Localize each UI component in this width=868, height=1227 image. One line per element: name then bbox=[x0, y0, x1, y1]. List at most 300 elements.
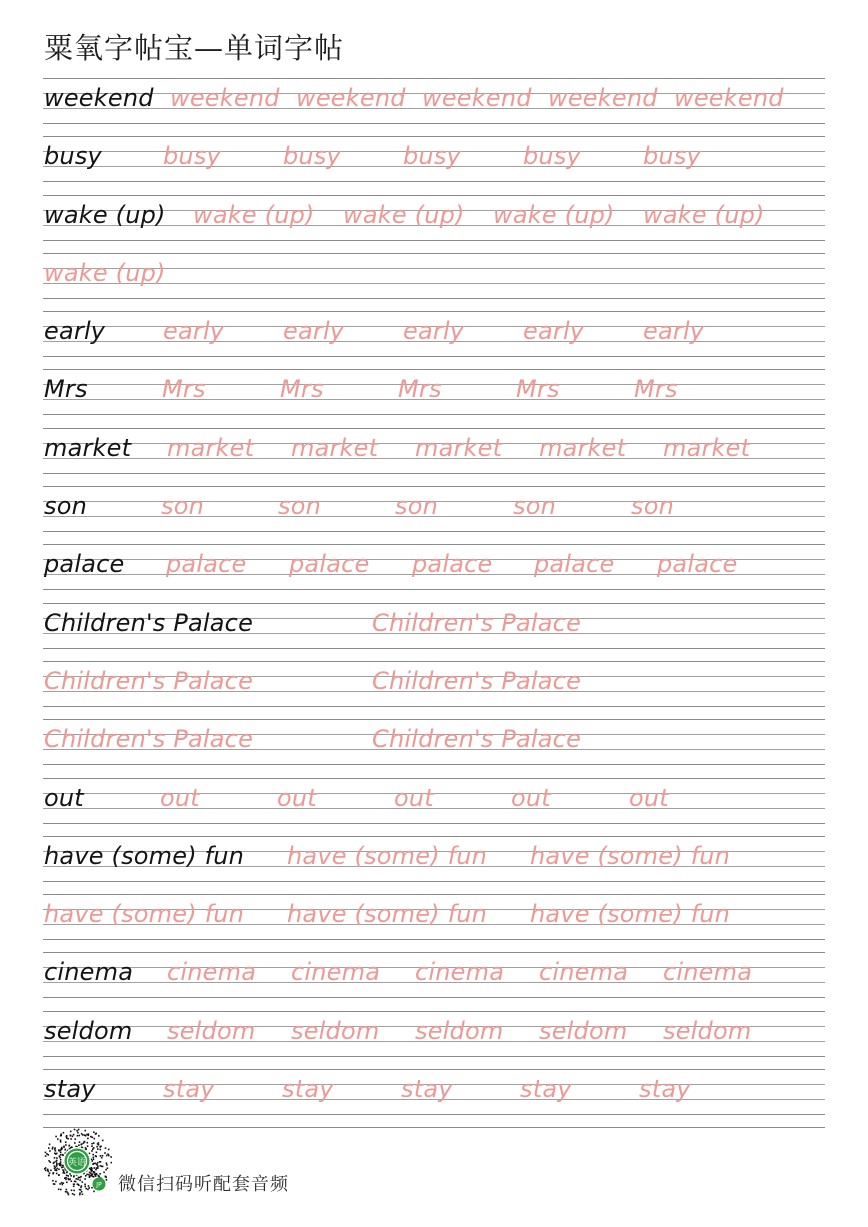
qr-module bbox=[96, 1167, 98, 1169]
ruling-line bbox=[43, 181, 825, 182]
practice-row bbox=[43, 369, 825, 427]
qr-module bbox=[99, 1173, 101, 1175]
trace-word: market bbox=[539, 433, 627, 462]
qr-module bbox=[66, 1189, 68, 1191]
qr-module bbox=[70, 1175, 72, 1177]
qr-module bbox=[60, 1140, 62, 1142]
qr-module bbox=[101, 1166, 103, 1168]
qr-module bbox=[60, 1133, 62, 1135]
qr-module bbox=[59, 1157, 61, 1159]
qr-module bbox=[107, 1167, 109, 1169]
qr-module bbox=[45, 1152, 47, 1154]
qr-module bbox=[79, 1189, 81, 1191]
trace-word: weekend bbox=[170, 84, 280, 112]
qr-module bbox=[68, 1194, 70, 1196]
ruling-line bbox=[43, 764, 825, 765]
qr-module bbox=[97, 1162, 99, 1164]
trace-word: early bbox=[283, 317, 345, 346]
qr-module bbox=[80, 1187, 82, 1189]
ruling-line bbox=[43, 997, 825, 998]
qr-module bbox=[78, 1129, 80, 1131]
trace-word: have (some) fun bbox=[44, 900, 245, 929]
qr-module bbox=[56, 1157, 58, 1159]
ruling-line bbox=[43, 823, 825, 824]
trace-word: wake (up) bbox=[193, 200, 315, 229]
qr-module bbox=[87, 1142, 89, 1144]
footer-caption: 微信扫码听配套音频 bbox=[118, 1174, 289, 1195]
qr-module bbox=[70, 1131, 72, 1133]
qr-module bbox=[96, 1174, 98, 1176]
qr-module bbox=[57, 1138, 59, 1140]
ruling-line bbox=[43, 253, 825, 254]
qr-module bbox=[85, 1188, 87, 1190]
trace-word: early bbox=[403, 317, 465, 346]
qr-module bbox=[76, 1178, 78, 1180]
qr-module bbox=[91, 1150, 93, 1152]
qr-module bbox=[92, 1148, 94, 1150]
qr-module bbox=[81, 1143, 83, 1145]
trace-word: Children's Palace bbox=[44, 666, 254, 695]
trace-word: market bbox=[167, 433, 255, 462]
qr-badge-text: 英语 bbox=[67, 1158, 87, 1168]
qr-module bbox=[55, 1153, 57, 1155]
qr-module bbox=[88, 1174, 90, 1176]
ruling-line bbox=[43, 719, 825, 720]
qr-module bbox=[60, 1141, 62, 1143]
qr-module bbox=[64, 1177, 66, 1179]
trace-word: son bbox=[278, 492, 321, 521]
trace-word: out bbox=[160, 783, 200, 812]
trace-word: market bbox=[415, 433, 503, 462]
qr-module bbox=[45, 1155, 47, 1157]
trace-word: busy bbox=[163, 142, 221, 171]
trace-word: son bbox=[513, 492, 556, 521]
qr-module bbox=[103, 1172, 105, 1174]
qr-module bbox=[78, 1177, 80, 1179]
model-word: wake (up) bbox=[44, 200, 166, 229]
model-word: weekend bbox=[44, 84, 154, 112]
qr-module bbox=[52, 1180, 54, 1182]
practice-row bbox=[43, 195, 825, 253]
qr-module bbox=[65, 1141, 67, 1143]
qr-module bbox=[108, 1155, 110, 1157]
model-word: son bbox=[44, 492, 87, 521]
footer bbox=[42, 1126, 442, 1198]
qr-module bbox=[96, 1164, 98, 1166]
qr-module bbox=[49, 1150, 51, 1152]
qr-module bbox=[58, 1174, 60, 1176]
ruling-line bbox=[43, 952, 825, 953]
qr-module bbox=[106, 1164, 108, 1166]
qr-module bbox=[62, 1155, 64, 1157]
qr-module bbox=[75, 1138, 77, 1140]
practice-row bbox=[43, 719, 825, 777]
ruling-line bbox=[43, 881, 825, 882]
qr-module bbox=[77, 1135, 79, 1137]
trace-word: stay bbox=[163, 1075, 215, 1104]
qr-module bbox=[83, 1142, 85, 1144]
qr-module bbox=[92, 1154, 94, 1156]
qr-module bbox=[54, 1157, 56, 1159]
practice-row bbox=[43, 661, 825, 719]
trace-word: Mrs bbox=[634, 375, 678, 404]
qr-module bbox=[65, 1144, 67, 1146]
practice-row bbox=[43, 1069, 825, 1127]
ruling-line bbox=[43, 414, 825, 415]
qr-module bbox=[73, 1134, 75, 1136]
trace-word: cinema bbox=[539, 958, 629, 987]
qr-module bbox=[73, 1190, 75, 1192]
qr-module bbox=[95, 1169, 97, 1171]
ruling-line bbox=[43, 1056, 825, 1057]
qr-module bbox=[80, 1176, 82, 1178]
qr-module bbox=[88, 1187, 90, 1189]
qr-module bbox=[66, 1175, 68, 1177]
trace-word: seldom bbox=[539, 1016, 628, 1045]
trace-word: weekend bbox=[422, 84, 532, 112]
qr-module bbox=[59, 1155, 61, 1157]
qr-module bbox=[97, 1143, 99, 1145]
qr-module bbox=[90, 1136, 92, 1138]
qr-module bbox=[79, 1192, 81, 1194]
qr-module bbox=[49, 1144, 51, 1146]
qr-module bbox=[55, 1136, 57, 1138]
qr-module bbox=[67, 1178, 69, 1180]
trace-word: son bbox=[631, 492, 674, 521]
qr-module bbox=[85, 1135, 87, 1137]
qr-module bbox=[54, 1149, 56, 1151]
ruling-line bbox=[43, 428, 825, 429]
trace-word: seldom bbox=[167, 1016, 256, 1045]
qr-module bbox=[67, 1192, 69, 1194]
qr-module bbox=[77, 1132, 79, 1134]
qr-module bbox=[66, 1136, 68, 1138]
ruling-line bbox=[43, 311, 825, 312]
qr-module bbox=[60, 1135, 62, 1137]
qr-module bbox=[95, 1155, 97, 1157]
trace-word: Children's Palace bbox=[372, 725, 582, 754]
practice-row bbox=[43, 253, 825, 311]
qr-module bbox=[71, 1180, 73, 1182]
qr-module bbox=[89, 1175, 91, 1177]
trace-word: wake (up) bbox=[343, 200, 465, 229]
trace-word: out bbox=[277, 783, 317, 812]
ruling-line bbox=[43, 1069, 825, 1070]
qr-module bbox=[56, 1160, 58, 1162]
qr-module bbox=[87, 1189, 89, 1191]
qr-module bbox=[56, 1165, 58, 1167]
practice-row bbox=[43, 78, 825, 136]
qr-module bbox=[84, 1178, 86, 1180]
qr-module bbox=[85, 1130, 87, 1132]
ruling-line bbox=[43, 706, 825, 707]
qr-module bbox=[56, 1170, 58, 1172]
ruling-line bbox=[43, 661, 825, 662]
qr-module bbox=[95, 1133, 97, 1135]
qr-module bbox=[48, 1175, 50, 1177]
qr-module bbox=[70, 1135, 72, 1137]
qr-module bbox=[93, 1172, 95, 1174]
trace-word: busy bbox=[403, 142, 461, 171]
qr-module bbox=[81, 1185, 83, 1187]
ruling-line bbox=[43, 544, 825, 545]
qr-module bbox=[92, 1137, 94, 1139]
qr-module bbox=[77, 1184, 79, 1186]
trace-word: Children's Palace bbox=[372, 666, 582, 695]
qr-module bbox=[75, 1146, 77, 1148]
qr-module bbox=[91, 1174, 93, 1176]
ruling-line bbox=[43, 589, 825, 590]
qr-module bbox=[106, 1163, 108, 1165]
trace-word: palace bbox=[657, 550, 738, 579]
qr-module bbox=[100, 1149, 102, 1151]
qr-module bbox=[86, 1134, 88, 1136]
qr-module bbox=[60, 1154, 62, 1156]
trace-word: cinema bbox=[291, 958, 381, 987]
ruling-line bbox=[43, 778, 825, 779]
model-word: market bbox=[44, 433, 132, 462]
qr-module bbox=[46, 1153, 48, 1155]
qr-module bbox=[86, 1174, 88, 1176]
qr-module bbox=[97, 1148, 99, 1150]
qr-module bbox=[74, 1181, 76, 1183]
ruling-line bbox=[43, 78, 825, 79]
qr-module bbox=[84, 1184, 86, 1186]
qr-module bbox=[93, 1163, 95, 1165]
qr-module bbox=[60, 1152, 62, 1154]
qr-module bbox=[108, 1149, 110, 1151]
practice-row bbox=[43, 952, 825, 1010]
qr-module bbox=[99, 1161, 101, 1163]
qr-module bbox=[79, 1141, 81, 1143]
model-word: Children's Palace bbox=[44, 608, 254, 637]
qr-module bbox=[48, 1154, 50, 1156]
qr-module bbox=[54, 1183, 56, 1185]
trace-word: weekend bbox=[674, 84, 784, 112]
practice-row bbox=[43, 836, 825, 894]
qr-module bbox=[63, 1146, 65, 1148]
ruling-line bbox=[43, 136, 825, 137]
qr-module bbox=[92, 1160, 94, 1162]
qr-module bbox=[89, 1172, 91, 1174]
trace-word: palace bbox=[289, 550, 370, 579]
page-title: 粟氧字帖宝—单词字帖 bbox=[44, 31, 345, 65]
qr-module bbox=[50, 1170, 52, 1172]
qr-module bbox=[79, 1135, 81, 1137]
practice-row bbox=[43, 428, 825, 486]
qr-module bbox=[93, 1131, 95, 1133]
qr-module bbox=[64, 1149, 66, 1151]
qr-module bbox=[66, 1182, 68, 1184]
qr-module bbox=[110, 1156, 112, 1158]
model-word: busy bbox=[44, 142, 102, 171]
trace-word: stay bbox=[520, 1075, 572, 1104]
qr-module bbox=[62, 1184, 64, 1186]
practice-row bbox=[43, 311, 825, 369]
qr-module bbox=[82, 1181, 84, 1183]
qr-module bbox=[73, 1186, 75, 1188]
qr-module bbox=[55, 1150, 57, 1152]
qr-module bbox=[53, 1162, 55, 1164]
qr-module bbox=[94, 1138, 96, 1140]
qr-module bbox=[47, 1169, 49, 1171]
practice-row bbox=[43, 1011, 825, 1069]
qr-module bbox=[87, 1138, 89, 1140]
trace-word: son bbox=[395, 492, 438, 521]
model-word: palace bbox=[44, 550, 125, 579]
ruling-line bbox=[43, 195, 825, 196]
trace-word: Children's Palace bbox=[372, 608, 582, 637]
qr-module bbox=[88, 1185, 90, 1187]
trace-word: out bbox=[629, 783, 669, 812]
qr-module bbox=[105, 1169, 107, 1171]
trace-word: have (some) fun bbox=[530, 841, 731, 870]
trace-word: have (some) fun bbox=[287, 841, 488, 870]
qr-module bbox=[60, 1159, 62, 1161]
qr-module bbox=[56, 1168, 58, 1170]
qr-code-icon[interactable] bbox=[42, 1126, 112, 1196]
practice-sheet bbox=[43, 78, 825, 1127]
trace-word: have (some) fun bbox=[530, 900, 731, 929]
trace-word: stay bbox=[639, 1075, 691, 1104]
qr-module bbox=[100, 1146, 102, 1148]
qr-module bbox=[55, 1181, 57, 1183]
qr-module bbox=[63, 1172, 65, 1174]
ruling-line bbox=[43, 473, 825, 474]
trace-word: market bbox=[291, 433, 379, 462]
qr-module bbox=[93, 1142, 95, 1144]
qr-module bbox=[71, 1190, 73, 1192]
model-word: out bbox=[44, 783, 84, 812]
model-word: have (some) fun bbox=[44, 841, 245, 870]
qr-module bbox=[67, 1138, 69, 1140]
ruling-line bbox=[43, 1114, 825, 1115]
trace-word: cinema bbox=[167, 958, 257, 987]
qr-module bbox=[74, 1194, 76, 1196]
qr-module bbox=[72, 1193, 74, 1195]
qr-module bbox=[58, 1163, 60, 1165]
trace-word: out bbox=[394, 783, 434, 812]
qr-module bbox=[54, 1169, 56, 1171]
trace-word: out bbox=[511, 783, 551, 812]
trace-word: Mrs bbox=[162, 375, 206, 404]
qr-module bbox=[77, 1178, 79, 1180]
qr-module bbox=[102, 1140, 104, 1142]
qr-module bbox=[106, 1179, 108, 1181]
ruling-line bbox=[43, 894, 825, 895]
trace-word: Mrs bbox=[280, 375, 324, 404]
trace-word: wake (up) bbox=[643, 200, 765, 229]
practice-row bbox=[43, 603, 825, 661]
trace-word: cinema bbox=[415, 958, 505, 987]
ruling-line bbox=[43, 939, 825, 940]
qr-module bbox=[48, 1147, 50, 1149]
qr-module bbox=[94, 1167, 96, 1169]
trace-word: cinema bbox=[663, 958, 753, 987]
trace-word: palace bbox=[412, 550, 493, 579]
qr-module bbox=[65, 1191, 67, 1193]
qr-module bbox=[104, 1152, 106, 1154]
qr-module bbox=[61, 1147, 63, 1149]
qr-module bbox=[105, 1176, 107, 1178]
qr-module bbox=[91, 1187, 93, 1189]
ruling-line bbox=[43, 298, 825, 299]
qr-module bbox=[101, 1157, 103, 1159]
practice-row bbox=[43, 778, 825, 836]
qr-module bbox=[45, 1167, 47, 1169]
qr-module bbox=[62, 1169, 64, 1171]
trace-word: weekend bbox=[296, 84, 406, 112]
qr-module bbox=[106, 1155, 108, 1157]
trace-word: early bbox=[163, 317, 225, 346]
qr-module bbox=[91, 1143, 93, 1145]
practice-row bbox=[43, 136, 825, 194]
trace-word: seldom bbox=[415, 1016, 504, 1045]
qr-module bbox=[54, 1167, 56, 1169]
practice-row bbox=[43, 486, 825, 544]
qr-module bbox=[66, 1172, 68, 1174]
qr-module bbox=[74, 1129, 76, 1131]
qr-module bbox=[102, 1155, 104, 1157]
qr-module bbox=[100, 1165, 102, 1167]
ruling-line bbox=[43, 369, 825, 370]
qr-module bbox=[52, 1147, 54, 1149]
qr-module bbox=[78, 1144, 80, 1146]
qr-module bbox=[93, 1159, 95, 1161]
practice-row bbox=[43, 894, 825, 952]
ruling-line bbox=[43, 486, 825, 487]
ruling-line bbox=[43, 123, 825, 124]
qr-module bbox=[84, 1186, 86, 1188]
ruling-line bbox=[43, 603, 825, 604]
qr-module bbox=[59, 1183, 61, 1185]
qr-module bbox=[62, 1165, 64, 1167]
ruling-line bbox=[43, 356, 825, 357]
qr-module bbox=[97, 1166, 99, 1168]
qr-module bbox=[58, 1169, 60, 1171]
qr-module bbox=[100, 1155, 102, 1157]
trace-word: early bbox=[523, 317, 585, 346]
trace-word: weekend bbox=[548, 84, 658, 112]
trace-word: busy bbox=[643, 142, 701, 171]
ruling-line bbox=[43, 836, 825, 837]
qr-module bbox=[60, 1161, 62, 1163]
qr-badge-small-text: JP bbox=[96, 1181, 102, 1189]
practice-row bbox=[43, 544, 825, 602]
qr-module bbox=[48, 1160, 50, 1162]
qr-module bbox=[95, 1174, 97, 1176]
qr-module bbox=[62, 1166, 64, 1168]
qr-module bbox=[93, 1157, 95, 1159]
qr-module bbox=[83, 1141, 85, 1143]
ruling-line bbox=[43, 1011, 825, 1012]
qr-module bbox=[87, 1145, 89, 1147]
qr-module bbox=[60, 1189, 62, 1191]
qr-module bbox=[94, 1163, 96, 1165]
qr-module bbox=[91, 1171, 93, 1173]
model-word: seldom bbox=[44, 1016, 133, 1045]
trace-word: Mrs bbox=[516, 375, 560, 404]
qr-module bbox=[85, 1147, 87, 1149]
trace-word: stay bbox=[282, 1075, 334, 1104]
qr-module bbox=[98, 1135, 100, 1137]
trace-word: busy bbox=[523, 142, 581, 171]
qr-module bbox=[96, 1152, 98, 1154]
trace-word: stay bbox=[401, 1075, 453, 1104]
qr-module bbox=[82, 1194, 84, 1196]
qr-module bbox=[98, 1176, 100, 1178]
qr-module bbox=[73, 1184, 75, 1186]
